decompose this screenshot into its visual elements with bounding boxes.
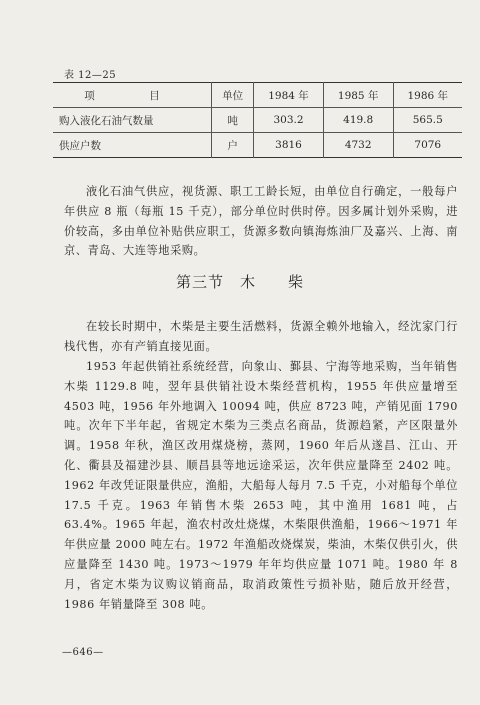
table-cell: 吨	[212, 108, 254, 133]
header-unit: 单位	[212, 83, 254, 108]
table-cell: 303.2	[254, 108, 324, 133]
table-cell: 4732	[323, 133, 393, 158]
table-cell: 供应户数	[53, 133, 212, 158]
header-1986: 1986 年	[407, 89, 449, 102]
header-item: 项 目	[53, 83, 212, 108]
table-cell: 购入液化石油气数量	[53, 108, 212, 133]
table-cell: 419.8	[323, 108, 393, 133]
paragraph-lpg-supply: 液化石油气供应，视货源、职工工龄长短，由单位自行确定，一般每户年供应 8 瓶（每瓶 15 千克），部分单位时供时停。因多属计划外采购，进价较高，多由单位补贴供应职工，货源多数向镇海炼油厂及嘉兴、上海、南京、青岛、大连等地采购。	[64, 185, 458, 258]
section-title: 第三节 木 柴	[175, 273, 304, 291]
header-1985: 1985 年	[323, 83, 393, 108]
header-1984: 1984 年	[254, 83, 324, 108]
statistics-table	[53, 82, 462, 158]
table-label: 表 12—25	[64, 70, 117, 81]
table-row	[53, 108, 462, 133]
paragraph-firewood-history: 1953 年起供销社系统经营，向象山、鄞县、宁海等地采购，当年销售木柴 1129.8 吨，翌年县供销社设木柴经营机构，1955 年供应量增至 4503 吨，1956 年外地调入 10094 吨，供应 8723 吨，产销见面 1790 吨。次年下半年起，省规定木柴为三类点名商品，货源趋紧，产区限量外调。1958 年秋，渔区改用煤烧榜，蒸网，1960 年后从遂昌、江山、开化、衢县及福建沙县、顺昌县等地远途采运，次年供应量降至 2402 吨。1962 年改凭证限量供应，渔船，大船每人每月 7.5 千克，小对船每个单位 17.5 千克。1963 年销售木柴 2653 吨，其中渔用 1681 吨，占 63.4%。1965 年起，渔农村改灶烧煤，木柴限供渔船，1966～1971 年年供应量 2000 吨左右。1972 年渔船改烧煤炭，柴油，木柴仅供引火，供应量降至 1430 吨。1973～1979 年年均供应量 1071 吨。1980 年 8 月，省定木柴为议购议销商品，取消政策性亏损补贴，随后放开经营，1986 年销量降至 308 吨。	[64, 360, 458, 611]
table-header-row	[53, 83, 462, 108]
page-number: —646—	[62, 647, 104, 658]
table-row	[53, 133, 462, 158]
table-cell: 3816	[254, 133, 324, 158]
table-cell: 7076	[414, 139, 442, 151]
paragraph-firewood-intro: 在较长时期中，木柴是主要生活燃料，货源全赖外地输入，经沈家门行栈代售，亦有产销直接见面。	[64, 320, 458, 353]
table-cell: 565.5	[412, 114, 443, 126]
table-cell: 户	[212, 133, 254, 158]
